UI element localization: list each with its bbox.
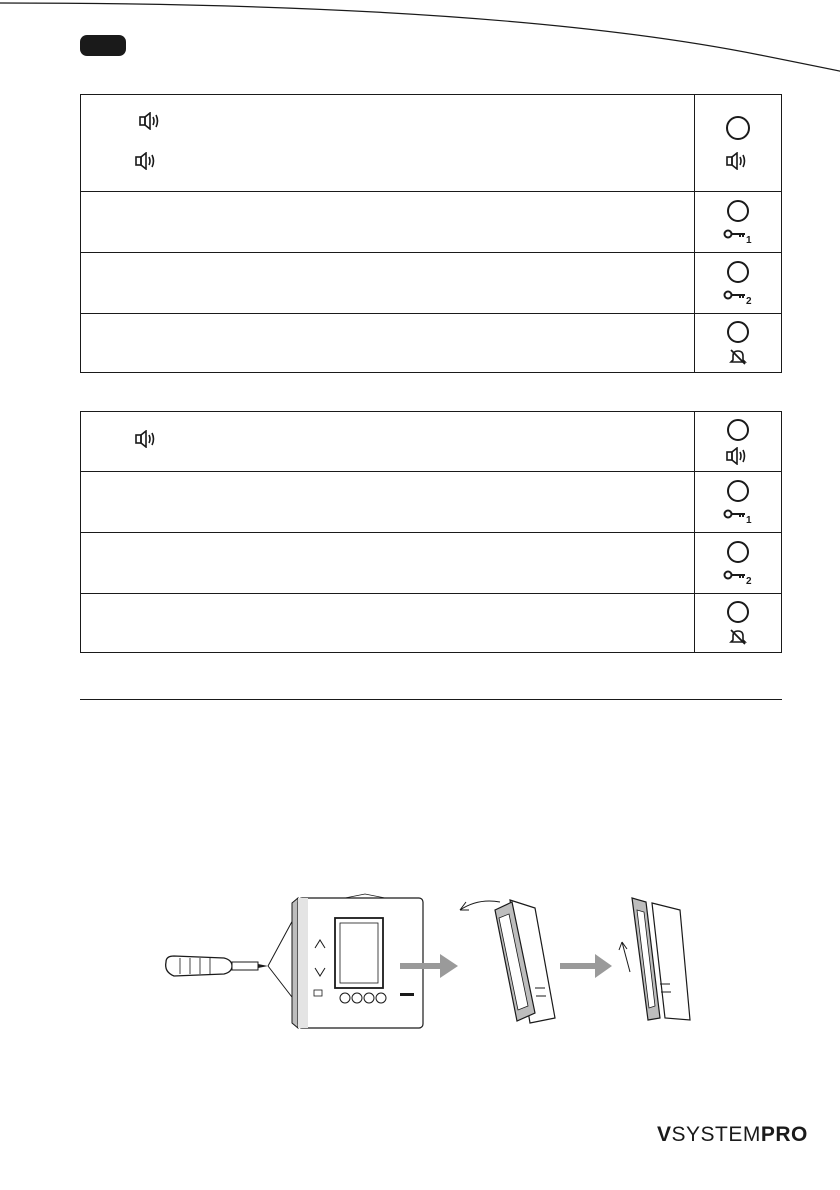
- table-row: [81, 253, 782, 314]
- mute-icon: [728, 629, 748, 645]
- function-table-2: [80, 411, 782, 653]
- row-description: [81, 314, 695, 373]
- key-2-icon: [723, 289, 753, 305]
- speaker-icon: [135, 152, 159, 170]
- button-cell: [695, 314, 782, 373]
- row-description: [81, 472, 695, 533]
- round-button-icon: [727, 480, 749, 502]
- round-button-icon: [726, 116, 750, 140]
- button-cell: [695, 412, 782, 472]
- monitor-tilted-view: [460, 900, 555, 1023]
- round-button-icon: [727, 200, 749, 222]
- button-cell: [695, 472, 782, 533]
- speaker-icon: [726, 152, 750, 170]
- brand-part-pro: PRO: [760, 1123, 808, 1146]
- language-badge: [80, 35, 126, 56]
- arrow-right-icon: [560, 954, 612, 978]
- row-description: [81, 95, 695, 192]
- round-button-icon: [727, 261, 749, 283]
- speaker-icon: [135, 430, 159, 448]
- key-subscript: 2: [746, 296, 752, 305]
- function-table-1: [80, 94, 782, 373]
- key-subscript: 1: [746, 235, 752, 244]
- table-row: [81, 314, 782, 373]
- button-cell: [695, 95, 782, 192]
- button-cell: [695, 533, 782, 594]
- brand-part-system: SYSTEM: [671, 1123, 761, 1146]
- table-row: [81, 594, 782, 653]
- removal-illustration: [160, 888, 720, 1038]
- monitor-side-view: [619, 898, 690, 1020]
- button-cell: [695, 253, 782, 314]
- section-divider: [80, 699, 782, 700]
- row-description: [81, 533, 695, 594]
- mute-icon: [728, 349, 748, 365]
- round-button-icon: [727, 541, 749, 563]
- key-subscript: 2: [746, 576, 752, 585]
- table-row: [81, 533, 782, 594]
- row-description: [81, 412, 695, 472]
- brand-part-v: V: [657, 1123, 672, 1146]
- table-row: [81, 95, 782, 192]
- row-description: [81, 192, 695, 253]
- key-1-icon: [723, 228, 753, 244]
- button-cell: [695, 192, 782, 253]
- speaker-icon: [726, 447, 750, 465]
- screwdriver-icon: [166, 956, 268, 976]
- brand-logo: [657, 1123, 808, 1147]
- row-description: [81, 594, 695, 653]
- button-cell: [695, 594, 782, 653]
- corner-fold-line: [0, 0, 840, 80]
- table-row: [81, 412, 782, 472]
- key-subscript: 1: [746, 515, 752, 524]
- key-2-icon: [723, 569, 753, 585]
- round-button-icon: [727, 419, 749, 441]
- speaker-icon: [139, 112, 163, 130]
- key-1-icon: [723, 508, 753, 524]
- table-row: [81, 472, 782, 533]
- monitor-front-view: [292, 894, 423, 1028]
- round-button-icon: [727, 601, 749, 623]
- row-description: [81, 253, 695, 314]
- round-button-icon: [727, 321, 749, 343]
- table-row: [81, 192, 782, 253]
